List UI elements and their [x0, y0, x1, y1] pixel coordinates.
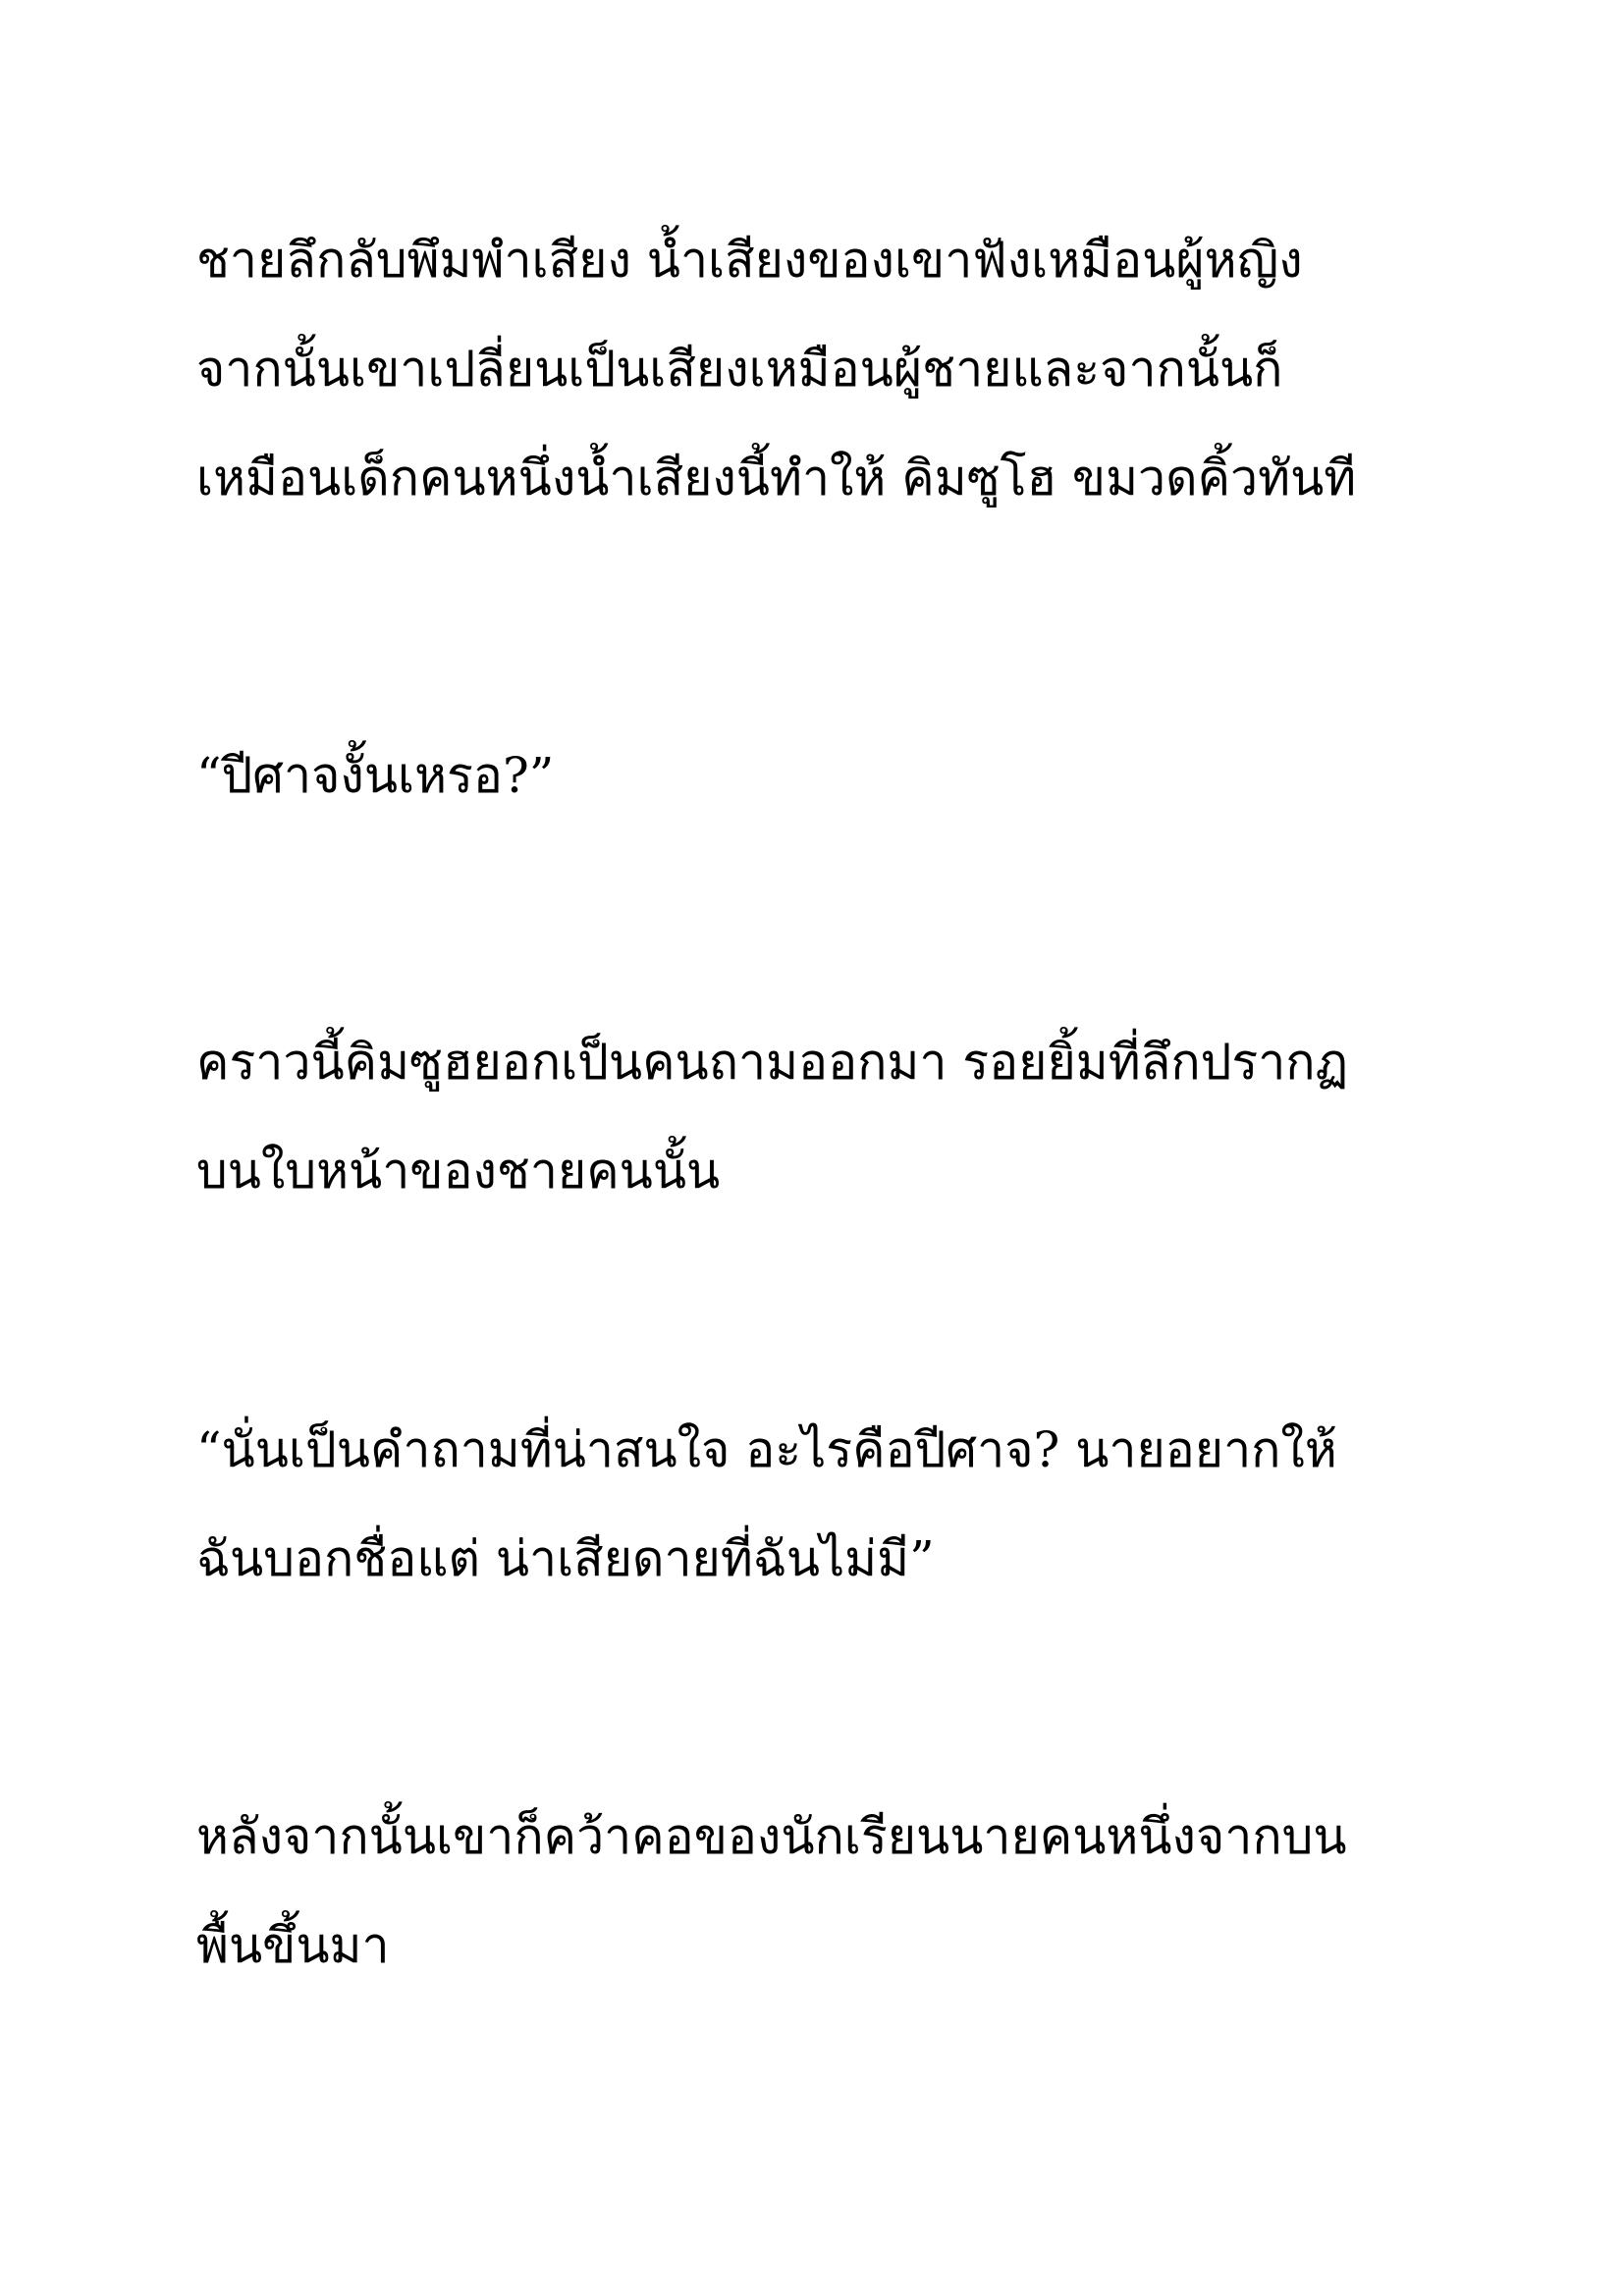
paragraph-line: จากนั้นเขาเปลี่ยนเป็นเสียงเหมือนผู้ชายและจากนั้นก็: [196, 341, 1283, 398]
paragraph-4: [196, 1396, 1463, 1614]
paragraph-line: “ปีศาจงั้นเหรอ?”: [196, 747, 555, 804]
paragraph-line: พื้นขึ้นมา: [196, 1917, 390, 1974]
paragraph-5: [196, 1783, 1463, 2001]
paragraph-line: ชายลึกลับพึมพำเสียง น้ำเสียงของเขาฟังเหมือนผู้หญิง: [196, 232, 1303, 289]
paragraph-2: [196, 721, 1463, 830]
paragraph-line: เหมือนเด็กคนหนึ่งน้ำเสียงนี้ทำให้ คิมซูโฮ ขมวดคิ้วทันที: [196, 450, 1357, 507]
paragraph-line: ฉันบอกชื่อแต่ น่าเสียดายที่ฉันไม่มี”: [196, 1530, 935, 1587]
paragraph-line: หลังจากนั้นเขาก็คว้าคอของนักเรียนนายคนหนึ่งจากบน: [196, 1808, 1347, 1865]
paragraph-3: [196, 1008, 1463, 1226]
paragraph-line: คราวนี้คิมซูฮยอกเป็นคนถามออกมา รอยยิ้มที่ลึกปรากฏ: [196, 1034, 1349, 1091]
paragraph-line: บนใบหน้าของชายคนนั้น: [196, 1143, 721, 1200]
paragraph-1: [196, 206, 1463, 533]
paragraph-line: “นั่นเป็นคำถามที่น่าสนใจ อะไรคือปีศาจ? นายอยากให้: [196, 1421, 1337, 1478]
